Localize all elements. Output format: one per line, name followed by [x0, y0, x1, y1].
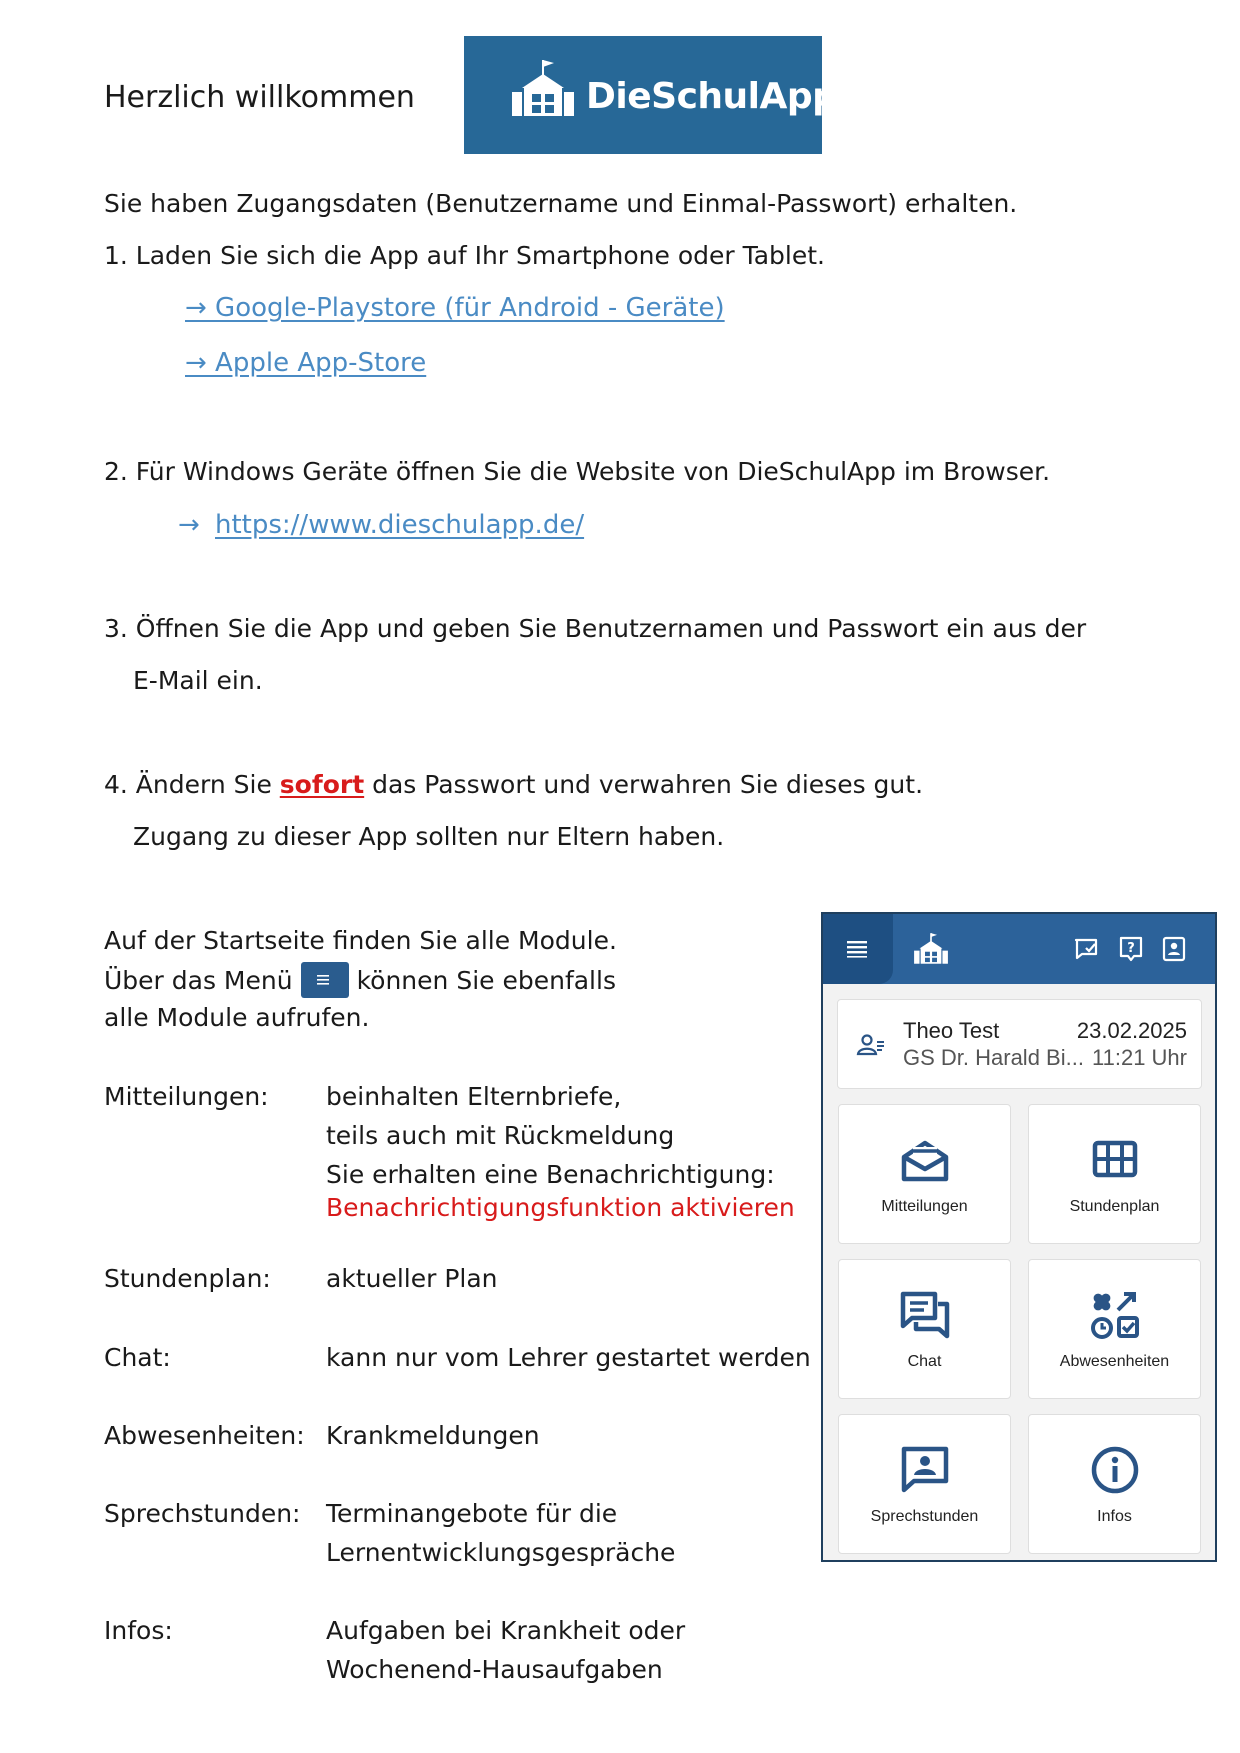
notification-activation-link[interactable]: Benachrichtigungsfunktion aktivieren	[326, 1193, 795, 1222]
message-check-icon[interactable]	[1073, 936, 1099, 962]
grid-icon	[1088, 1133, 1142, 1187]
info-icon	[1088, 1443, 1142, 1497]
module-desc-mitteilungen-2: teils auch mit Rückmeldung	[326, 1121, 675, 1150]
tile-sprechstunden[interactable]	[838, 1414, 1011, 1554]
module-desc-infos-2: Wochenend-Hausaufgaben	[326, 1655, 663, 1684]
person-message-icon	[898, 1443, 952, 1497]
tile-chat[interactable]	[838, 1259, 1011, 1399]
app-home-screenshot	[821, 912, 1217, 1562]
tile-label: Sprechstunden	[870, 1508, 979, 1525]
step-4-emphasis: sofort	[279, 770, 365, 799]
tile-abwesenheiten[interactable]	[1028, 1259, 1201, 1399]
step-4-line2: Zugang zu dieser App sollten nur Eltern haben.	[133, 822, 725, 851]
step-3-line1: 3. Öffnen Sie die App und geben Sie Benutzernamen und Passwort ein aus der	[104, 614, 1087, 643]
module-desc-infos-1: Aufgaben bei Krankheit oder	[326, 1616, 686, 1645]
chat-icon	[898, 1288, 952, 1342]
module-term-infos: Infos:	[104, 1616, 173, 1645]
dieschulapp-logo	[464, 36, 838, 154]
app-bar	[823, 914, 1215, 984]
menu-icon	[847, 940, 869, 958]
profile-card[interactable]	[837, 999, 1202, 1089]
tile-label: Mitteilungen	[881, 1198, 968, 1215]
apple-appstore-link[interactable]: → Apple App-Store	[185, 348, 427, 378]
school-home-icon[interactable]	[913, 931, 949, 967]
menu-icon	[301, 962, 349, 998]
tile-stundenplan[interactable]	[1028, 1104, 1201, 1244]
contact-card-icon[interactable]	[1162, 936, 1186, 962]
module-term-chat: Chat:	[104, 1343, 171, 1372]
school-building-icon	[510, 58, 576, 120]
module-desc-stundenplan: aktueller Plan	[326, 1264, 498, 1293]
tile-mitteilungen[interactable]	[838, 1104, 1011, 1244]
app-menu-button[interactable]	[823, 914, 893, 984]
modules-intro-line2-b: können Sie ebenfalls	[356, 966, 616, 995]
website-arrow: →	[178, 510, 200, 540]
modules-intro-line2	[104, 964, 616, 1000]
intro-text: Sie haben Zugangsdaten (Benutzername und Einmal-Passwort) erhalten.	[104, 189, 1018, 218]
modules-intro-line2-a: Über das Menü	[104, 966, 293, 995]
module-term-abwesenheiten: Abwesenheiten:	[104, 1421, 305, 1450]
absence-icon	[1088, 1288, 1142, 1342]
page-title: Herzlich willkommen	[104, 80, 415, 115]
website-link[interactable]: https://www.dieschulapp.de/	[215, 510, 585, 540]
module-term-mitteilungen: Mitteilungen:	[104, 1082, 269, 1111]
help-icon[interactable]	[1118, 935, 1144, 963]
tile-infos[interactable]	[1028, 1414, 1201, 1554]
envelope-icon	[898, 1133, 952, 1187]
module-term-sprechstunden: Sprechstunden:	[104, 1499, 301, 1528]
modules-intro-line3: alle Module aufrufen.	[104, 1003, 370, 1032]
step-4-suffix: das Passwort und verwahren Sie dieses gut.	[364, 770, 924, 799]
profile-time: 11:21 Uhr	[1092, 1045, 1187, 1070]
tile-label: Stundenplan	[1069, 1198, 1160, 1215]
profile-school: GS Dr. Harald Bi...	[903, 1045, 1084, 1070]
profile-name: Theo Test	[903, 1018, 1000, 1043]
module-desc-sprechstunden-1: Terminangebote für die	[326, 1499, 618, 1528]
step-1: 1. Laden Sie sich die App auf Ihr Smartphone oder Tablet.	[104, 241, 825, 270]
step-4-line1	[104, 770, 923, 800]
module-term-stundenplan: Stundenplan:	[104, 1264, 271, 1293]
module-desc-mitteilungen-1: beinhalten Elternbriefe,	[326, 1082, 622, 1111]
module-desc-mitteilungen-3: Sie erhalten eine Benachrichtigung:	[326, 1160, 775, 1189]
module-desc-sprechstunden-2: Lernentwicklungsgespräche	[326, 1538, 676, 1567]
profile-date: 23.02.2025	[1076, 1018, 1187, 1043]
modules-intro-line1: Auf der Startseite finden Sie alle Module.	[104, 926, 617, 955]
svg-text:?: ?	[1127, 941, 1135, 956]
tile-label: Chat	[907, 1353, 942, 1370]
module-desc-chat: kann nur vom Lehrer gestartet werden	[326, 1343, 811, 1372]
step-3-line2: E-Mail ein.	[133, 666, 263, 695]
step-4-prefix: 4. Ändern Sie	[104, 770, 280, 799]
google-playstore-link[interactable]: → Google-Playstore (für Android - Geräte)	[185, 293, 725, 323]
logo-text: DieSchulApp	[586, 76, 838, 117]
module-desc-abwesenheiten: Krankmeldungen	[326, 1421, 540, 1450]
tile-label: Abwesenheiten	[1059, 1353, 1170, 1370]
user-group-icon	[856, 1033, 886, 1057]
tile-label: Infos	[1097, 1508, 1132, 1525]
step-2: 2. Für Windows Geräte öffnen Sie die Website von DieSchulApp im Browser.	[104, 457, 1051, 486]
